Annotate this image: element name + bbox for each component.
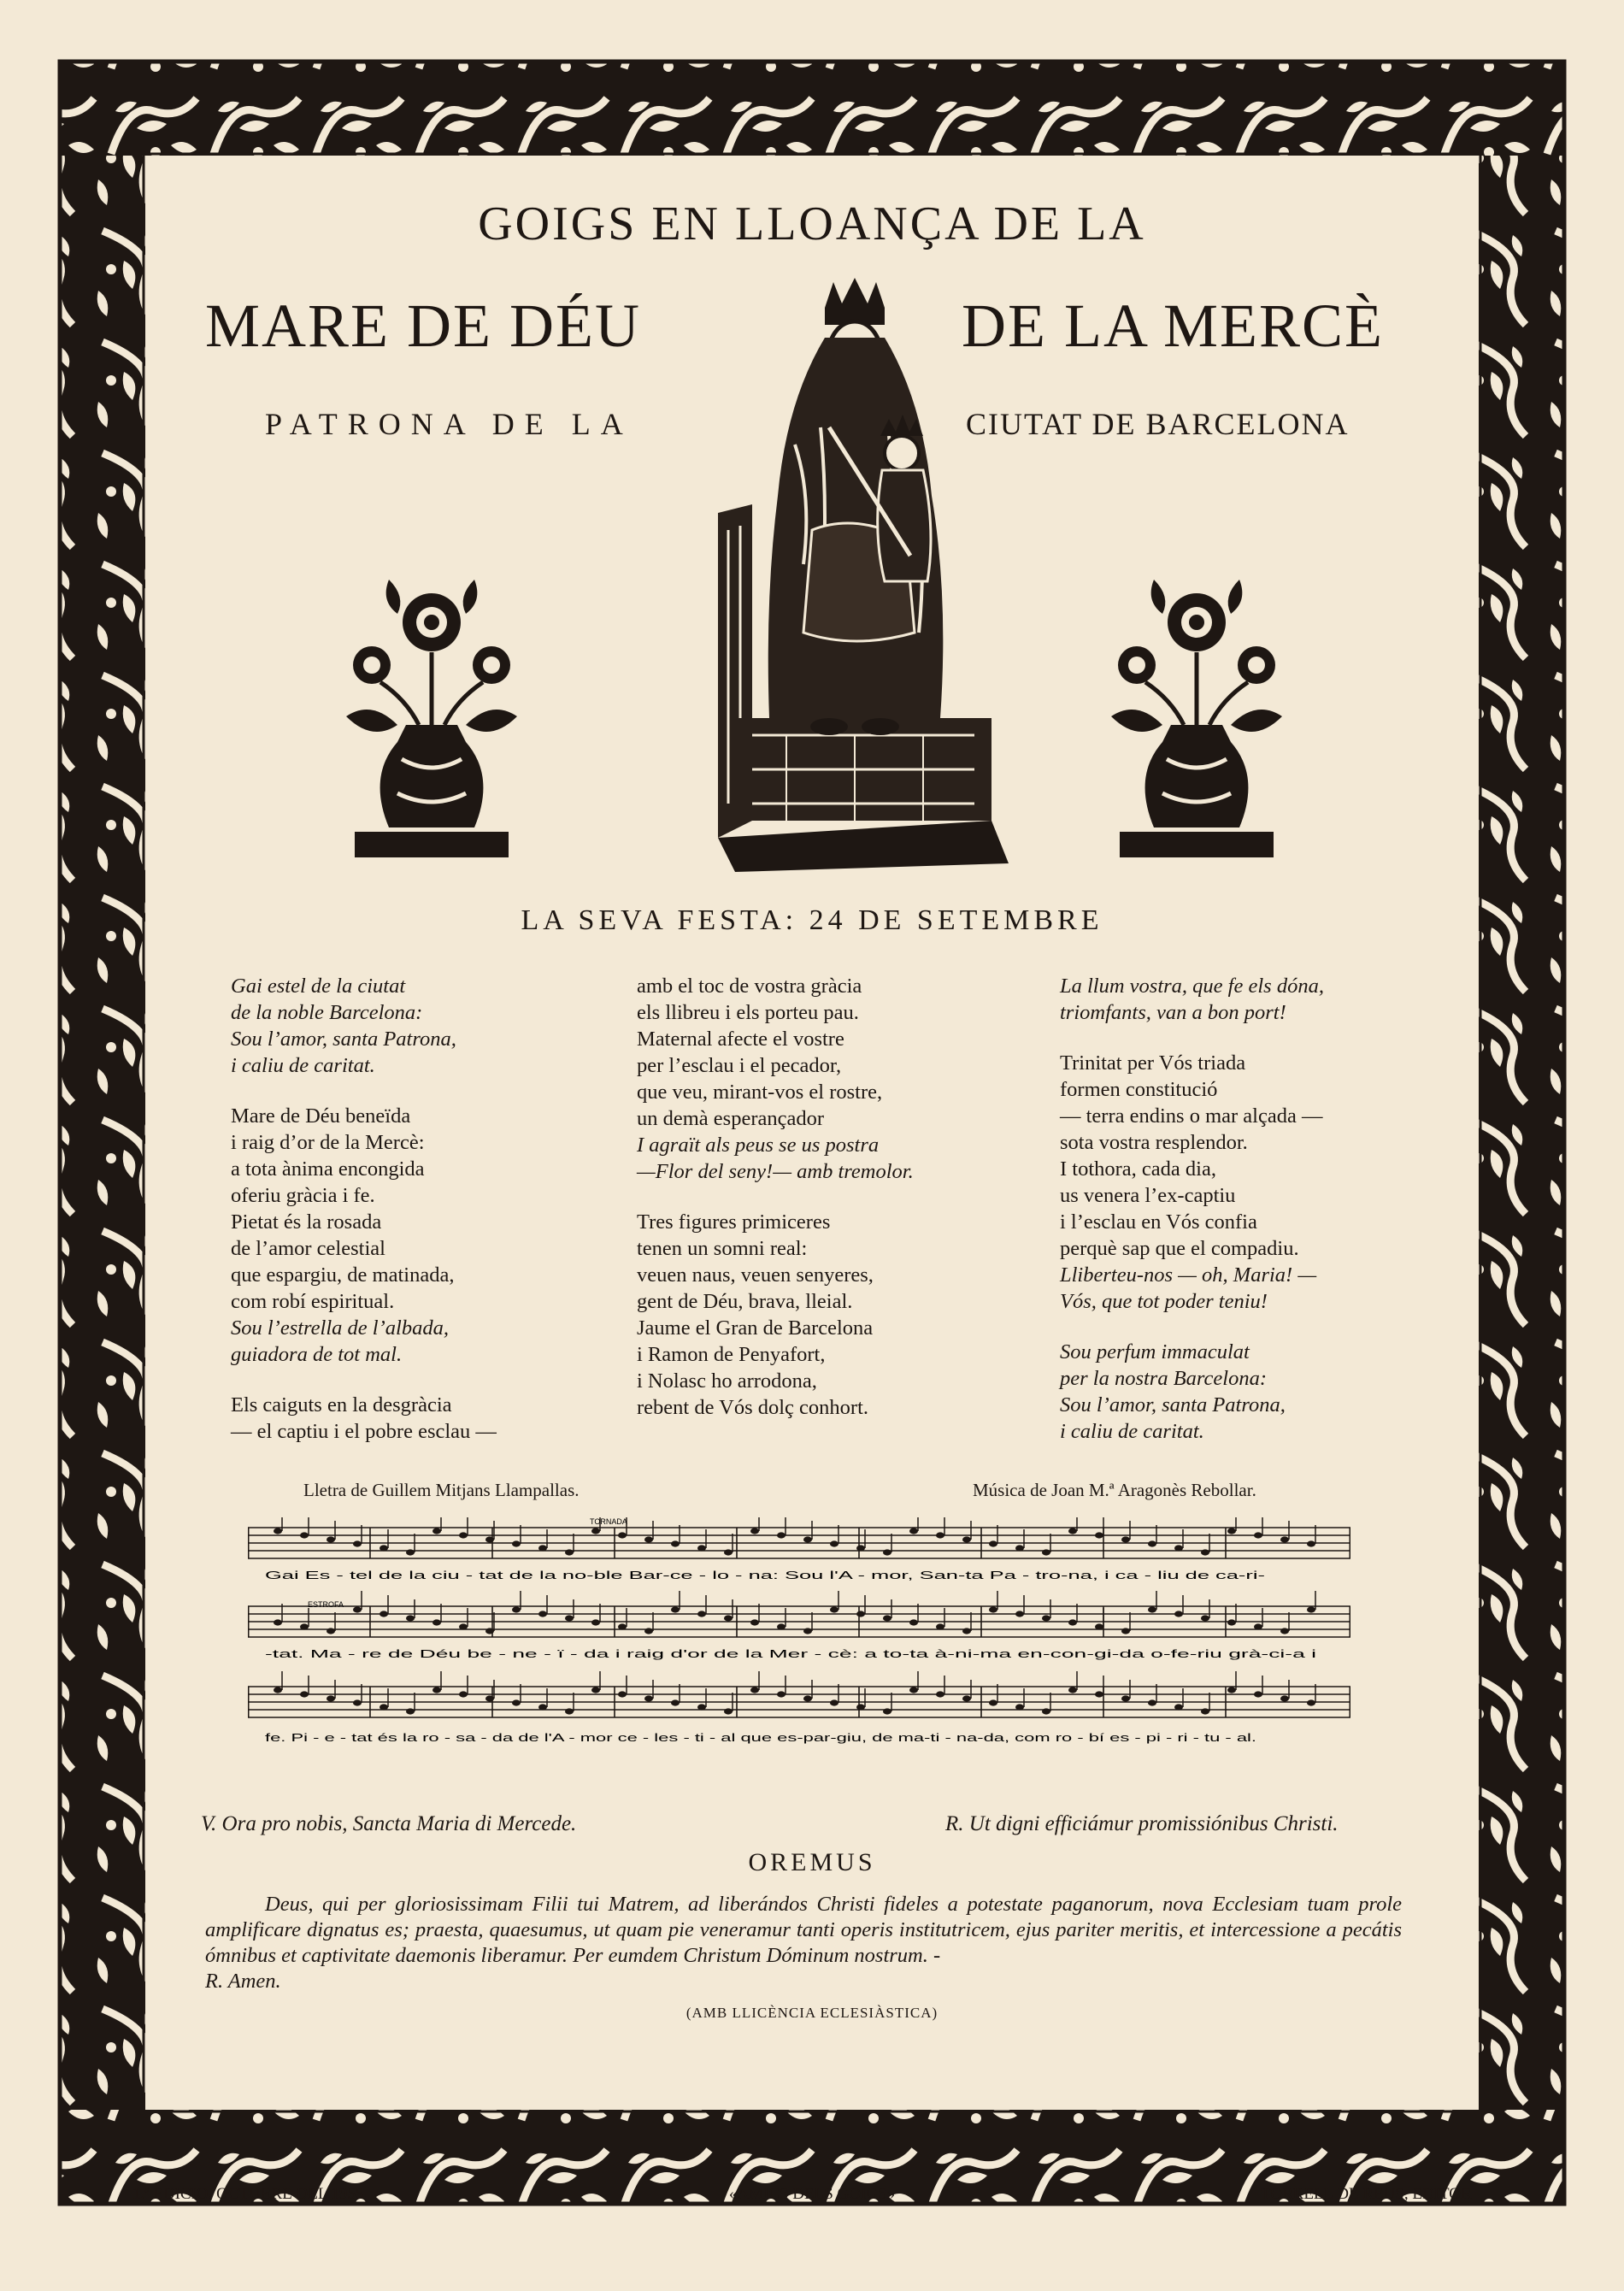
note-head — [1307, 1540, 1315, 1546]
verse-line: Sou perfum immaculat — [1060, 1340, 1250, 1363]
verse-line: a tota ànima encongida — [231, 1157, 425, 1181]
subtitle-left: PATRONA DE LA — [265, 407, 633, 441]
verse-line: —Flor del seny!— amb tremolor. — [637, 1160, 914, 1183]
note-head — [856, 1704, 865, 1710]
note-head — [1095, 1532, 1103, 1538]
note-head — [883, 1615, 891, 1621]
verse-line: per l’esclau i el pecador, — [637, 1054, 842, 1077]
note-head — [724, 1615, 733, 1621]
note-head — [1201, 1615, 1209, 1621]
note-head — [1254, 1532, 1262, 1538]
note-head — [1307, 1606, 1315, 1612]
note-head — [300, 1691, 309, 1697]
note-head — [1121, 1695, 1130, 1701]
note-head — [432, 1528, 441, 1534]
verse-line: — terra endins o mar alçada — — [1060, 1104, 1323, 1128]
score-lyrics-line-3: fe. Pi - e - tat és la ro - sa - da de l'A - mor ce - les - ti - al que es-par-giu, de ma-ti - na-da, com ro - bí es - pi - ri - tu - al. — [265, 1731, 1256, 1744]
verse-line: guiadora de tot mal. — [231, 1343, 403, 1366]
note-head — [1042, 1708, 1050, 1714]
note-head — [644, 1628, 653, 1634]
verse-column-1 — [231, 973, 497, 1445]
note-head — [618, 1691, 627, 1697]
score-lyrics-line-1: Gai Es - tel de la ciu - tat de la no-ble Bar-ce - lo - na: Sou l'A - mor, San-ta Pa - tro-na, i ca - liu de ca-ri- — [265, 1569, 1265, 1581]
note-head — [591, 1619, 600, 1625]
verse-line: Sou l’estrella de l’albada, — [231, 1316, 449, 1340]
note-head — [485, 1695, 494, 1701]
stanza-gap — [231, 1079, 497, 1103]
verse-line: Lliberteu-nos — oh, Maria! — — [1060, 1263, 1317, 1287]
note-head — [538, 1611, 547, 1617]
verse-line: Gai estel de la ciutat — [231, 975, 406, 998]
note-head — [512, 1540, 521, 1546]
note-head — [1095, 1691, 1103, 1697]
verse-line: per la nostra Barcelona: — [1060, 1367, 1268, 1390]
note-head — [909, 1687, 918, 1693]
note-head — [459, 1691, 468, 1697]
note-head — [618, 1623, 627, 1629]
verse-line: amb el toc de vostra gràcia — [637, 975, 862, 998]
score-lyrics-line-2: -tat. Ma - re de Déu be - ne - ï - da i raig d'or de la Mer - cè: a to-ta à-ni-ma en-con-gi-da o-fe-riu grà-ci-a i — [265, 1647, 1317, 1660]
note-head — [1307, 1699, 1315, 1705]
oremus-title: OREMUS — [748, 1848, 876, 1876]
note-head — [274, 1687, 282, 1693]
note-head — [750, 1619, 759, 1625]
verse-line: triomfants, van a bon port! — [1060, 1001, 1286, 1024]
note-head — [618, 1532, 627, 1538]
note-head — [777, 1691, 786, 1697]
note-head — [1068, 1619, 1077, 1625]
note-head — [697, 1611, 706, 1617]
verse-line: com robí espiritual. — [231, 1290, 395, 1313]
note-head — [353, 1540, 362, 1546]
score-mark-tornada: TORNADA — [590, 1517, 627, 1526]
note-head — [485, 1628, 494, 1634]
response: R. Ut digni efficiámur promissiónibus Christi. — [945, 1812, 1339, 1835]
verse-line: i caliu de caritat. — [1060, 1420, 1204, 1443]
note-head — [671, 1606, 680, 1612]
note-head — [1174, 1545, 1183, 1551]
note-head — [459, 1532, 468, 1538]
note-head — [406, 1615, 415, 1621]
note-head — [989, 1540, 997, 1546]
verse-line: Vós, que tot poder teniu! — [1060, 1290, 1268, 1313]
verse-line: La llum vostra, que fe els dóna, — [1060, 975, 1324, 998]
note-head — [777, 1532, 786, 1538]
note-head — [697, 1704, 706, 1710]
verse-line: gent de Déu, brava, lleial. — [637, 1290, 853, 1313]
note-head — [300, 1623, 309, 1629]
verse-line: de l’amor celestial — [231, 1237, 385, 1260]
note-head — [485, 1536, 494, 1542]
verse-line: tenen un somni real: — [637, 1237, 808, 1260]
verse-line: Maternal afecte el vostre — [637, 1028, 844, 1051]
note-head — [1201, 1549, 1209, 1555]
feast-date: LA SEVA FESTA: 24 DE SETEMBRE — [521, 904, 1103, 936]
verse-line: de la noble Barcelona: — [231, 1001, 423, 1024]
note-head — [856, 1545, 865, 1551]
note-head — [1121, 1536, 1130, 1542]
note-head — [803, 1536, 812, 1542]
lyrics-credit: Lletra de Guillem Mitjans Llampallas. — [303, 1480, 580, 1500]
note-head — [830, 1540, 838, 1546]
note-head — [909, 1619, 918, 1625]
note-head — [989, 1606, 997, 1612]
verse-line: sota vostra resplendor. — [1060, 1131, 1248, 1154]
footer-editor: TORRELL DE REUS, EDITOR — [1261, 2185, 1472, 2203]
note-head — [538, 1545, 547, 1551]
verse-line: oferiu gràcia i fe. — [231, 1184, 375, 1207]
note-head — [936, 1532, 944, 1538]
stanza-gap — [1060, 1026, 1324, 1050]
note-head — [1227, 1687, 1236, 1693]
verse-line: i raig d’or de la Mercè: — [231, 1131, 425, 1154]
title-line-1: GOIGS EN LLOANÇA DE LA — [478, 197, 1146, 250]
score-mark-estrofa: ESTROFA — [308, 1600, 344, 1609]
verse-column-2 — [637, 973, 914, 1421]
note-head — [1015, 1545, 1024, 1551]
verse-line: Jaume el Gran de Barcelona — [637, 1316, 874, 1340]
verse-line: Sou l’amor, santa Patrona, — [1060, 1393, 1286, 1416]
verse-line: i Nolasc ho arrodona, — [637, 1369, 817, 1393]
note-head — [1068, 1528, 1077, 1534]
note-head — [1280, 1536, 1289, 1542]
note-head — [989, 1699, 997, 1705]
note-head — [459, 1623, 468, 1629]
note-head — [512, 1699, 521, 1705]
note-head — [1174, 1704, 1183, 1710]
note-head — [1254, 1691, 1262, 1697]
note-head — [380, 1545, 388, 1551]
note-head — [353, 1606, 362, 1612]
note-head — [962, 1695, 971, 1701]
verse-line: Els caiguts en la desgràcia — [231, 1393, 452, 1416]
verse-line: que espargiu, de matinada, — [231, 1263, 455, 1287]
note-head — [1174, 1611, 1183, 1617]
note-head — [591, 1687, 600, 1693]
note-head — [1280, 1628, 1289, 1634]
verse-line: — el captiu i el pobre esclau — — [231, 1420, 497, 1443]
note-head — [962, 1628, 971, 1634]
note-head — [565, 1615, 574, 1621]
verse-line: que veu, mirant-vos el rostre, — [637, 1081, 883, 1104]
note-head — [353, 1699, 362, 1705]
verse-line: I tothora, cada dia, — [1060, 1157, 1216, 1181]
note-head — [936, 1623, 944, 1629]
verse-column-3 — [1060, 973, 1324, 1445]
note-head — [432, 1619, 441, 1625]
note-head — [1095, 1623, 1103, 1629]
verse-line: i Ramon de Penyafort, — [637, 1343, 826, 1366]
title-line-2-right: DE LA MERCÈ — [962, 292, 1385, 360]
note-head — [909, 1528, 918, 1534]
flower-vase-left — [338, 571, 526, 862]
note-head — [697, 1545, 706, 1551]
stanza-gap — [231, 1368, 497, 1392]
note-head — [1015, 1611, 1024, 1617]
note-head — [1042, 1549, 1050, 1555]
note-head — [380, 1704, 388, 1710]
note-head — [300, 1532, 309, 1538]
note-head — [936, 1691, 944, 1697]
note-head — [1227, 1528, 1236, 1534]
verse-line: Sou l’amor, santa Patrona, — [231, 1028, 456, 1051]
stanza-gap — [1060, 1315, 1324, 1339]
verse-line: us venera l’ex-captiu — [1060, 1184, 1236, 1207]
note-head — [803, 1695, 812, 1701]
note-head — [512, 1606, 521, 1612]
footer-edition: 1.ª EDICIO. OCTUBRE DEL 1955 — [132, 2185, 364, 2203]
verse-line: els llibreu i els porteu pau. — [637, 1001, 859, 1024]
note-head — [274, 1619, 282, 1625]
note-head — [406, 1708, 415, 1714]
note-head — [1148, 1699, 1156, 1705]
verse-line: un demà esperançador — [637, 1107, 825, 1130]
note-head — [1015, 1704, 1024, 1710]
note-head — [644, 1536, 653, 1542]
note-head — [565, 1549, 574, 1555]
note-head — [274, 1528, 282, 1534]
note-head — [1068, 1687, 1077, 1693]
note-head — [803, 1628, 812, 1634]
note-head — [671, 1699, 680, 1705]
verse-line: formen constitució — [1060, 1078, 1218, 1101]
note-head — [750, 1528, 759, 1534]
note-head — [962, 1536, 971, 1542]
stanza-gap — [637, 1185, 914, 1209]
note-head — [777, 1623, 786, 1629]
note-head — [380, 1611, 388, 1617]
verse-line: Tres figures primiceres — [637, 1210, 831, 1234]
virgin-mercy-woodcut — [684, 274, 1026, 872]
verse-line: Trinitat per Vós triada — [1060, 1051, 1246, 1075]
oremus-amen: R. Amen. — [205, 1970, 281, 1993]
note-head — [432, 1687, 441, 1693]
verse-line: rebent de Vós dolç conhort. — [637, 1396, 869, 1419]
note-head — [1042, 1615, 1050, 1621]
note-head — [327, 1536, 335, 1542]
note-head — [1148, 1606, 1156, 1612]
note-head — [671, 1540, 680, 1546]
oremus-text: Deus, qui per gloriosissimam Filii tui Matrem, ad liberándos Christi fideles a potestate paganorum, nova Ecclesiam tuam prole amplificare dignatus es; praesta, quaesumus, ut quam pie veneramur tanti operis institutricem, ejus pariter meritis, et intercessione a pecátis ómnibus et captivitate daemonis liberamur. Per eumdem Christum Dóminum nostrum. - — [205, 1893, 1402, 1967]
note-head — [830, 1606, 838, 1612]
note-head — [883, 1549, 891, 1555]
note-head — [883, 1708, 891, 1714]
note-head — [1254, 1623, 1262, 1629]
note-head — [724, 1708, 733, 1714]
ecclesiastical-license: (AMB LLICÈNCIA ECLESIÀSTICA) — [685, 2005, 939, 2021]
verse-line: perquè sap que el compadiu. — [1060, 1237, 1299, 1260]
note-head — [327, 1628, 335, 1634]
verse-line: veuen naus, veuen senyeres, — [637, 1263, 874, 1287]
note-head — [327, 1695, 335, 1701]
verse-line: Mare de Déu beneïda — [231, 1104, 411, 1128]
footer-publisher: «AMICS DELS GOIGS» — [728, 2185, 896, 2203]
flower-vase-right — [1103, 571, 1291, 862]
content-area — [145, 145, 1479, 2094]
note-head — [1280, 1695, 1289, 1701]
oremus-prayer — [205, 1892, 1402, 1994]
note-head — [1121, 1628, 1130, 1634]
note-head — [830, 1699, 838, 1705]
note-head — [565, 1708, 574, 1714]
verse-line: Pietat és la rosada — [231, 1210, 382, 1234]
note-head — [1148, 1540, 1156, 1546]
music-credit: Música de Joan M.ª Aragonès Rebollar. — [973, 1480, 1256, 1500]
note-head — [644, 1695, 653, 1701]
note-head — [591, 1528, 600, 1534]
verse-line: i l’esclau en Vós confia — [1060, 1210, 1257, 1234]
title-line-2-left: MARE DE DÉU — [205, 292, 641, 360]
verse-line: i caliu de caritat. — [231, 1054, 375, 1077]
note-head — [1227, 1619, 1236, 1625]
note-head — [724, 1549, 733, 1555]
verse-line: I agraït als peus se us postra — [637, 1134, 880, 1157]
note-head — [856, 1611, 865, 1617]
music-score — [248, 1517, 1350, 1752]
subtitle-right: CIUTAT DE BARCELONA — [966, 407, 1350, 441]
note-head — [750, 1687, 759, 1693]
note-head — [406, 1549, 415, 1555]
note-head — [538, 1704, 547, 1710]
note-head — [1201, 1708, 1209, 1714]
versicle: V. Ora pro nobis, Sancta Maria di Mercede. — [201, 1812, 577, 1835]
